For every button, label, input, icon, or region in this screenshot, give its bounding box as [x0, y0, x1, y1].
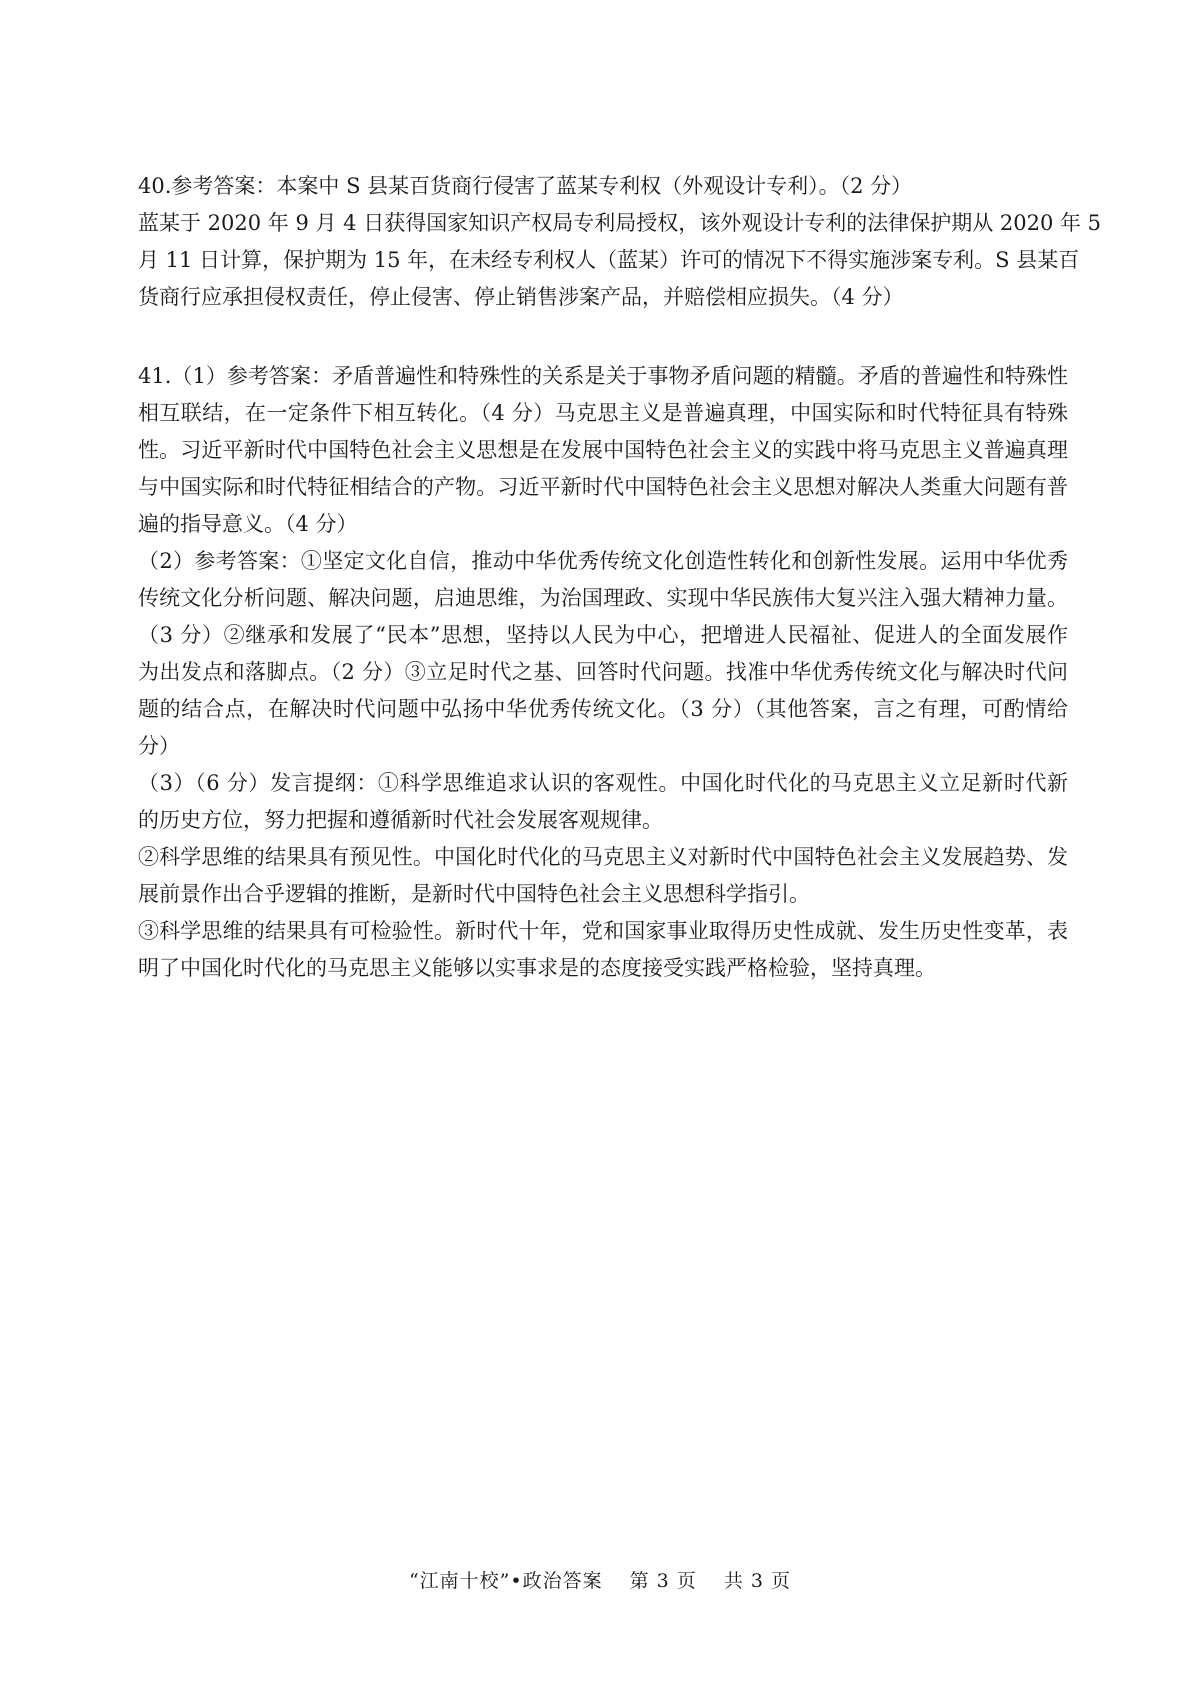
- text-line: 的历史方位，努力把握和遵循新时代社会发展客观规律。: [138, 808, 663, 832]
- text-line: 与中国实际和时代特征相结合的产物。习近平新时代中国特色社会主义思想对解决人类重大问题有普: [138, 475, 1068, 499]
- text-line: 分）: [138, 734, 180, 758]
- text-line: 月 11 日计算，保护期为 15 年，在未经专利权人（蓝某）许可的情况下不得实施涉案专利。S 县某百: [138, 248, 1080, 272]
- text-line: 题的结合点，在解决时代问题中弘扬中华优秀传统文化。（3 分）（其他答案，言之有理，可酌情给: [138, 697, 1068, 721]
- footer-page-number: 第 3 页: [629, 1570, 697, 1592]
- text-line: 蓝某于 2020 年 9 月 4 日获得国家知识产权局专利局授权，该外观设计专利的法律保护期从 2020 年 5: [138, 211, 1102, 235]
- text-line: 明了中国化时代化的马克思主义能够以实事求是的态度接受实践严格检验，坚持真理。: [138, 956, 936, 980]
- question-41-part-3-answer: [138, 765, 1068, 987]
- answer-sheet-body: [138, 168, 1102, 987]
- text-line: （3）（6 分）发言提纲：①科学思维追求认识的客观性。中国化时代化的马克思主义立足新时代新: [138, 771, 1068, 795]
- text-line: 41.（1）参考答案：矛盾普遍性和特殊性的关系是关于事物矛盾问题的精髓。矛盾的普遍性和特殊性: [138, 364, 1068, 388]
- text-line: （3 分）②继承和发展了“民本”思想，坚持以人民为中心，把增进人民福祉、促进人的全面发展作: [138, 623, 1068, 647]
- text-line: 货商行应承担侵权责任，停止侵害、停止销售涉案产品，并赔偿相应损失。（4 分）: [138, 285, 904, 309]
- text-line: 40.参考答案：本案中 S 县某百货商行侵害了蓝某专利权（外观设计专利）。（2 分）: [138, 174, 913, 198]
- text-line: ③科学思维的结果具有可检验性。新时代十年，党和国家事业取得历史性成就、发生历史性变革，表: [138, 919, 1068, 943]
- text-line: 为出发点和落脚点。（2 分）③立足时代之基、回答时代问题。找准中华优秀传统文化与解决时代问: [138, 660, 1068, 684]
- text-line: 展前景作出合乎逻辑的推断，是新时代中国特色社会主义思想科学指引。: [138, 882, 810, 906]
- text-line: ②科学思维的结果具有预见性。中国化时代化的马克思主义对新时代中国特色社会主义发展趋势、发: [138, 845, 1068, 869]
- section-gap: [138, 316, 1068, 358]
- text-line: 性。习近平新时代中国特色社会主义思想是在发展中国特色社会主义的实践中将马克思主义普遍真理: [138, 438, 1068, 462]
- footer-page-total: 共 3 页: [723, 1570, 792, 1592]
- question-41-part-1-answer: [138, 358, 1068, 543]
- footer-title: “江南十校”•政治答案: [408, 1570, 603, 1592]
- question-41-part-2-answer: [138, 543, 1068, 765]
- question-40-answer: [138, 168, 1102, 316]
- text-line: 遍的指导意义。（4 分）: [138, 512, 358, 536]
- text-line: 相互联结，在一定条件下相互转化。（4 分）马克思主义是普遍真理，中国实际和时代特征具有特殊: [138, 401, 1068, 425]
- text-line: （2）参考答案：①坚定文化自信，推动中华优秀传统文化创造性转化和创新性发展。运用中华优秀: [138, 549, 1068, 573]
- page-footer: [0, 1566, 1200, 1593]
- text-line: 传统文化分析问题、解决问题，启迪思维，为治国理政、实现中华民族伟大复兴注入强大精神力量。: [138, 586, 1068, 610]
